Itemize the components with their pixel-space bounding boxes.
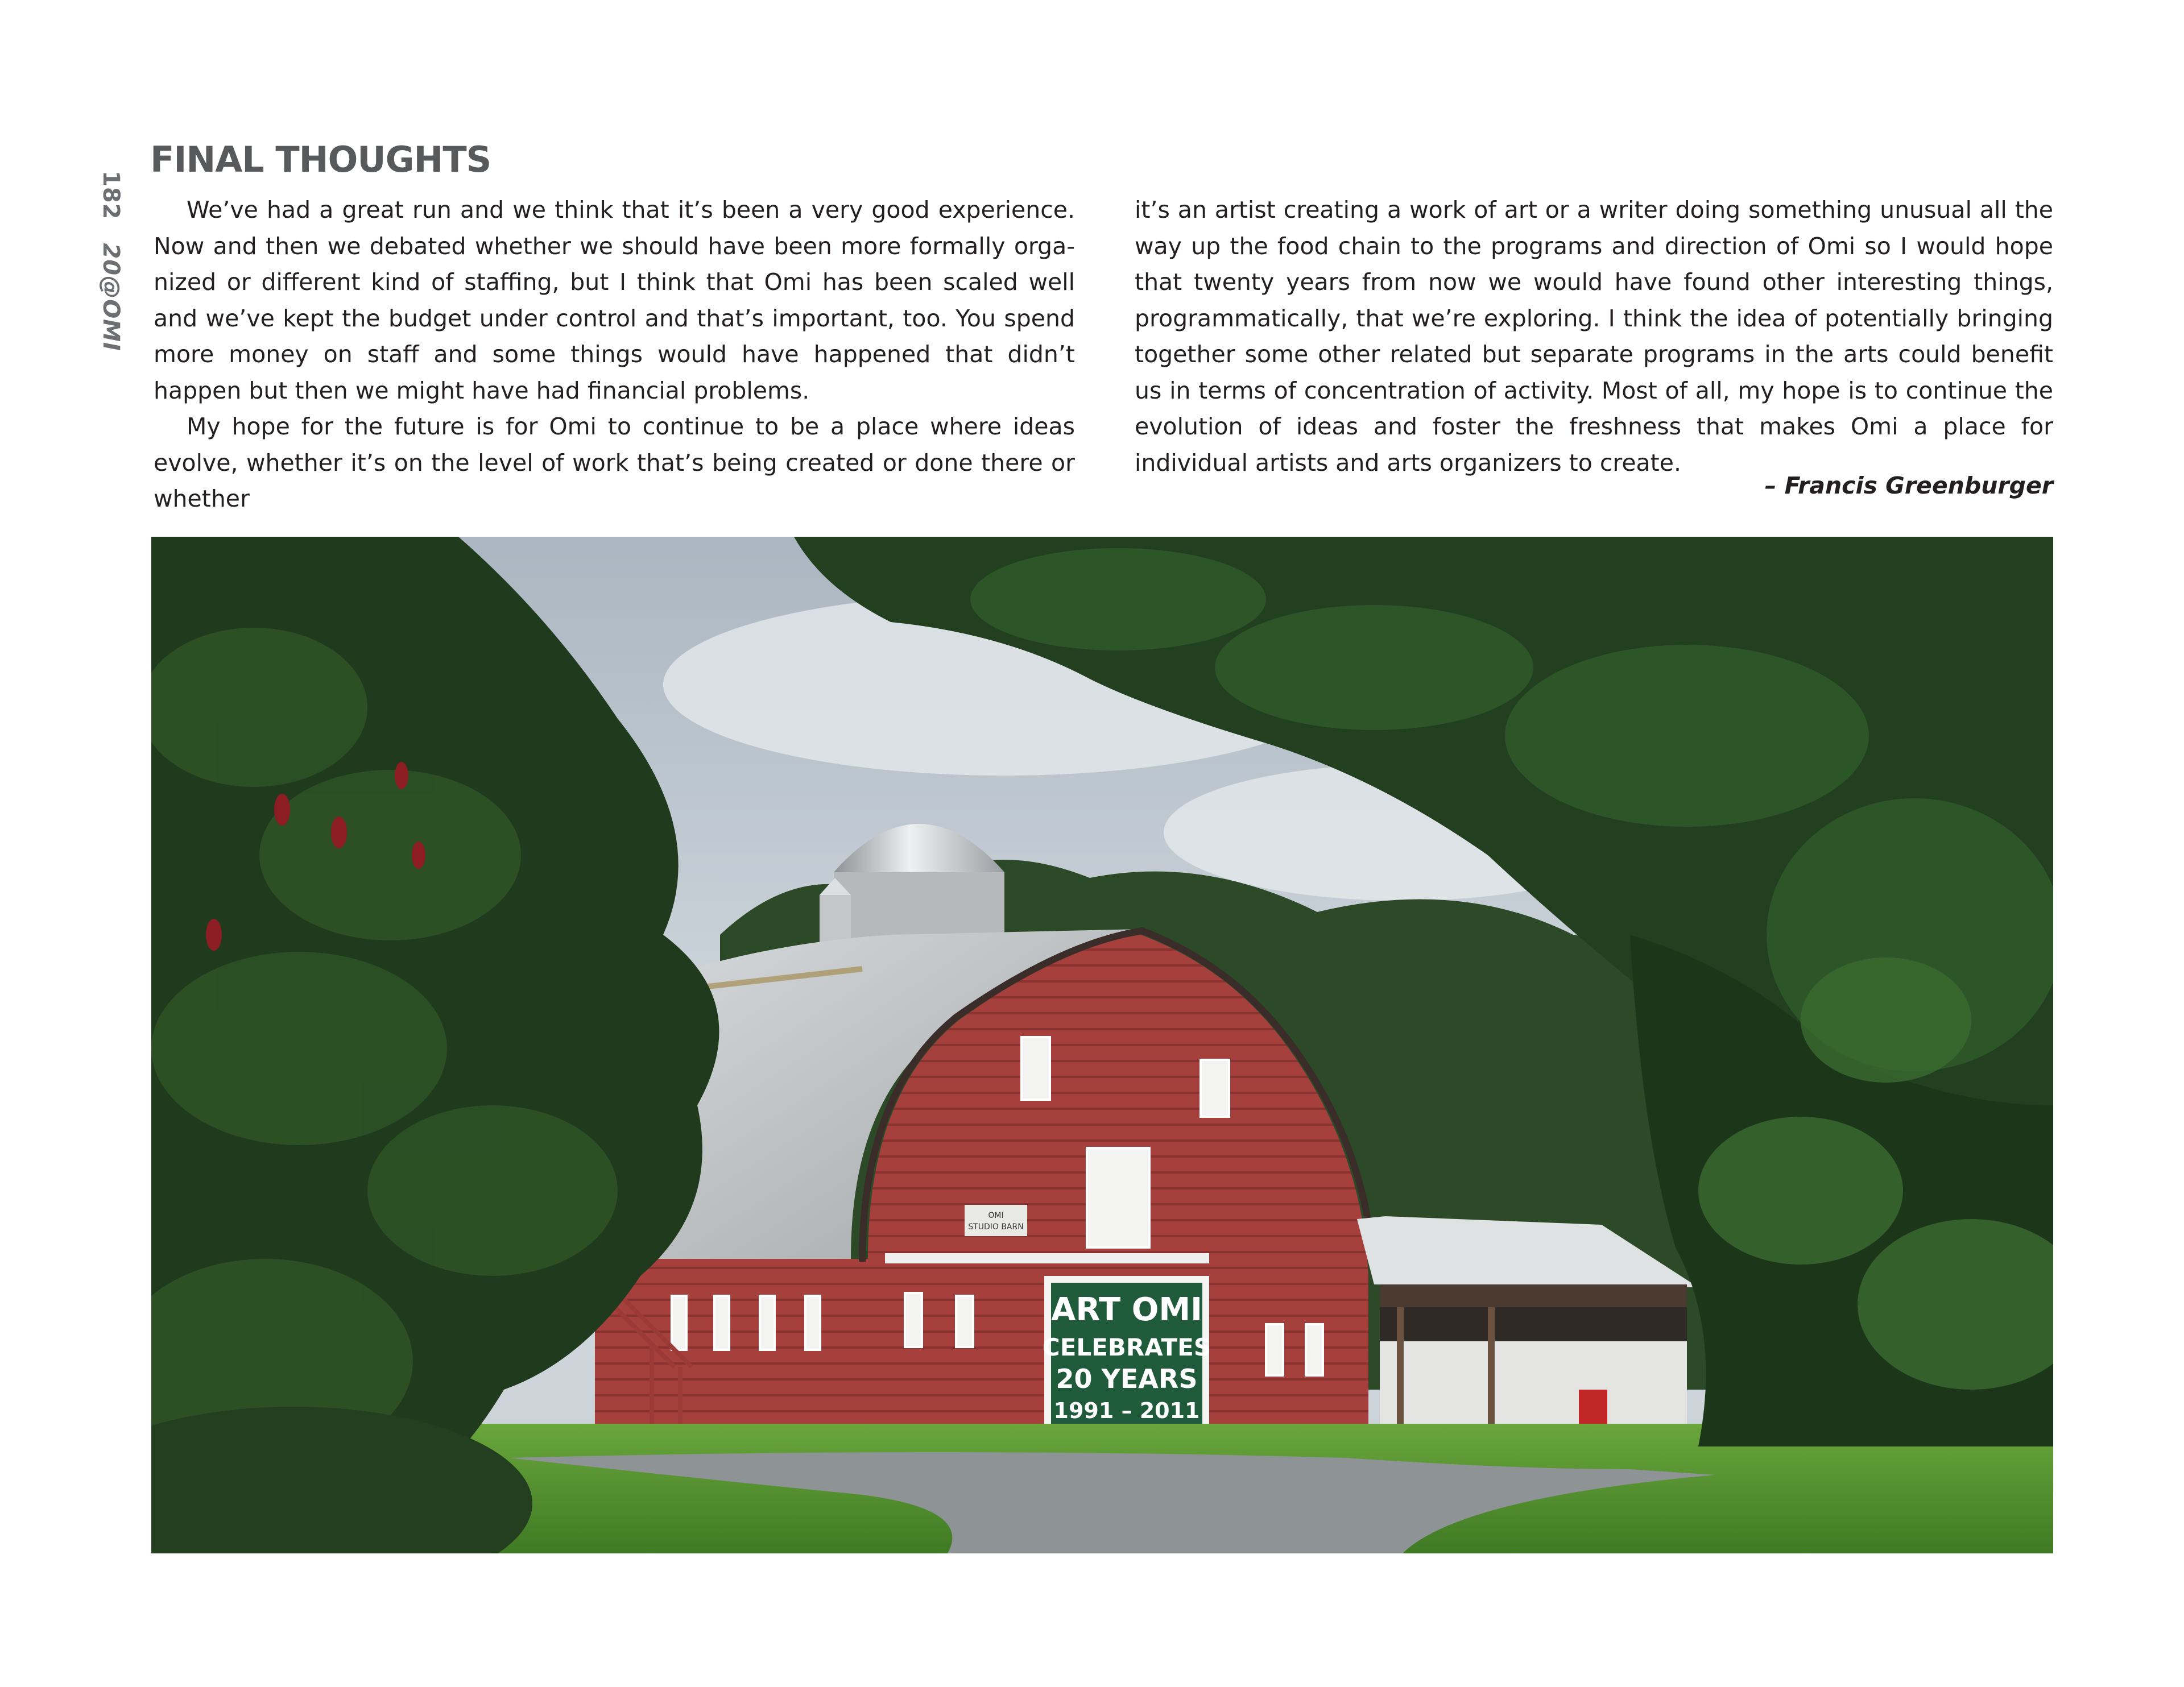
text-column-right [1135,192,2053,481]
text-column-left [154,192,1075,517]
page-number: 182 [98,171,124,220]
page-folio [98,171,124,351]
barn-photo [151,537,2053,1553]
svg-text:STUDIO BARN: STUDIO BARN [968,1222,1024,1232]
publication-name: 20@OMI [98,243,124,351]
paragraph: it’s an artist creating a work of art or a writer doing something unusual all the way up the food chain to the programs and direction of Omi so I would hope that twenty years from now we would have found other interesting things, programmatically, that we’re exploring. I think the idea of potentially bringing together some other related but separate programs in the arts could benefit us in terms of concentration of activity. Most of all, my hope is to continue the evolution of ideas and foster the freshness that makes Omi a place for individual artists and arts organizers to create. [1135,196,2053,476]
paragraph: We’ve had a great run and we think that it’s been a very good experience. Now and then we debated whether we should have been more formally organized or different kind of staffing, but I think that Omi has been scaled well and we’ve kept the budget under control and that’s important, too. You spend more money on staff and some things would have happened that didn’t happen but then we might have had financial problems. [154,196,1075,404]
svg-text:CELEBRATES: CELEBRATES [1042,1333,1211,1361]
anniversary-banner [1043,1276,1211,1438]
svg-text:1991 – 2011: 1991 – 2011 [1053,1398,1200,1423]
svg-text:OMI: OMI [988,1211,1004,1220]
paragraph: My hope for the future is for Omi to continue to be a place where ideas evolve, whether it’s on the level of work that’s being created or done there or whether [154,413,1075,512]
studio-barn-sign [965,1205,1027,1236]
svg-text:20 YEARS: 20 YEARS [1056,1363,1198,1394]
svg-text:ART OMI: ART OMI [1051,1291,1202,1328]
section-title: FINAL THOUGHTS [150,139,491,180]
attribution: – Francis Greenburger [1764,472,2053,499]
